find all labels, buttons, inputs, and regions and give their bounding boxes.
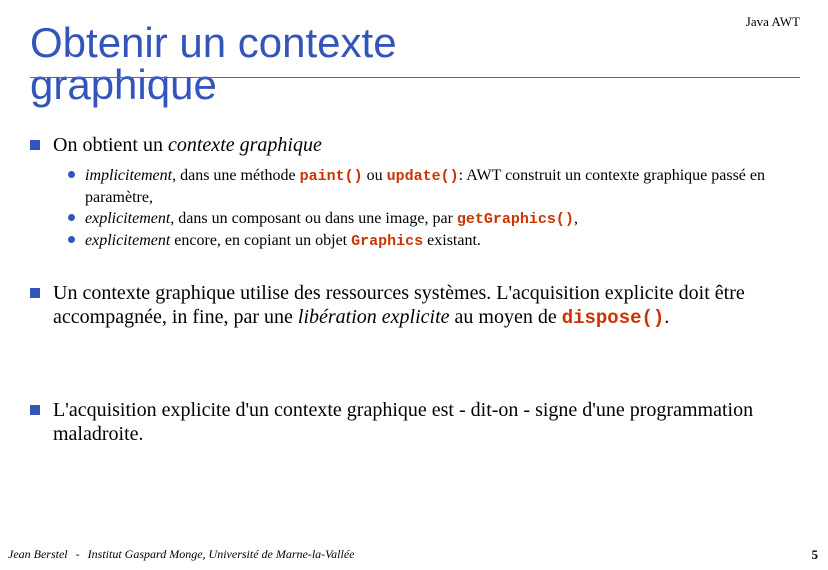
sub-item-3-em: explicitement	[85, 232, 171, 249]
round-bullet-icon	[68, 236, 75, 243]
square-bullet-icon	[30, 288, 40, 298]
title-divider	[30, 77, 800, 78]
sub-item-1-text3: : AWT construit un contexte graphique passé en paramètre,	[85, 167, 765, 206]
code-dispose: dispose()	[561, 307, 665, 329]
round-bullet-icon	[68, 214, 75, 221]
footer-separator: -	[75, 547, 80, 561]
code-graphics: Graphics	[351, 233, 424, 250]
sub-item-2-text2: ,	[573, 210, 578, 227]
bullet-2-text3: .	[664, 306, 670, 328]
bullet-2-em: libération explicite	[297, 306, 450, 328]
sub-list	[68, 165, 800, 252]
code-paint: paint()	[299, 168, 363, 185]
bullet-1	[30, 133, 800, 252]
bullet-2-text1: Un contexte graphique utilise des ressources systèmes. L'acquisition explicite doit être accompagnée, in fine, par une	[53, 282, 745, 328]
slide-title: Obtenir un contexte graphique	[30, 19, 397, 108]
bullet-2-text2: au moyen de	[449, 306, 562, 328]
sub-item-1-em: implicitement	[85, 167, 173, 184]
bullet-2-text	[53, 281, 800, 330]
sub-item-3-text2: existant.	[423, 232, 481, 249]
bullet-1-text	[53, 133, 800, 157]
square-bullet-icon	[30, 405, 40, 415]
code-update: update()	[386, 168, 459, 185]
sub-item-3	[68, 230, 800, 252]
sub-item-2-text1: , dans un composant ou dans une image, par	[170, 210, 457, 227]
sub-item-1	[68, 165, 800, 208]
footer-author: Jean Berstel	[8, 547, 68, 561]
round-bullet-icon	[68, 171, 75, 178]
bullet-1-pre: On obtient un	[53, 134, 168, 156]
page-number: 5	[811, 547, 818, 562]
sub-item-2	[68, 208, 800, 230]
bullet-2	[30, 281, 800, 330]
sub-item-2-em: explicitement	[85, 210, 171, 227]
square-bullet-icon	[30, 140, 40, 150]
code-getgraphics: getGraphics()	[456, 211, 574, 228]
footer-institution: Institut Gaspard Monge, Université de Marne-la-Vallée	[87, 547, 355, 561]
bullet-3-text: L'acquisition explicite d'un contexte graphique est - dit-on - signe d'une programmation maladroite.	[53, 399, 754, 445]
sub-item-3-text1: encore, en copiant un objet	[170, 232, 352, 249]
footer-credit	[8, 547, 355, 562]
bullet-1-em: contexte graphique	[168, 134, 322, 156]
sub-item-1-text1: , dans une méthode	[172, 167, 300, 184]
bullet-3	[30, 398, 800, 446]
sub-item-1-text2: ou	[362, 167, 387, 184]
course-label: Java AWT	[745, 14, 800, 29]
